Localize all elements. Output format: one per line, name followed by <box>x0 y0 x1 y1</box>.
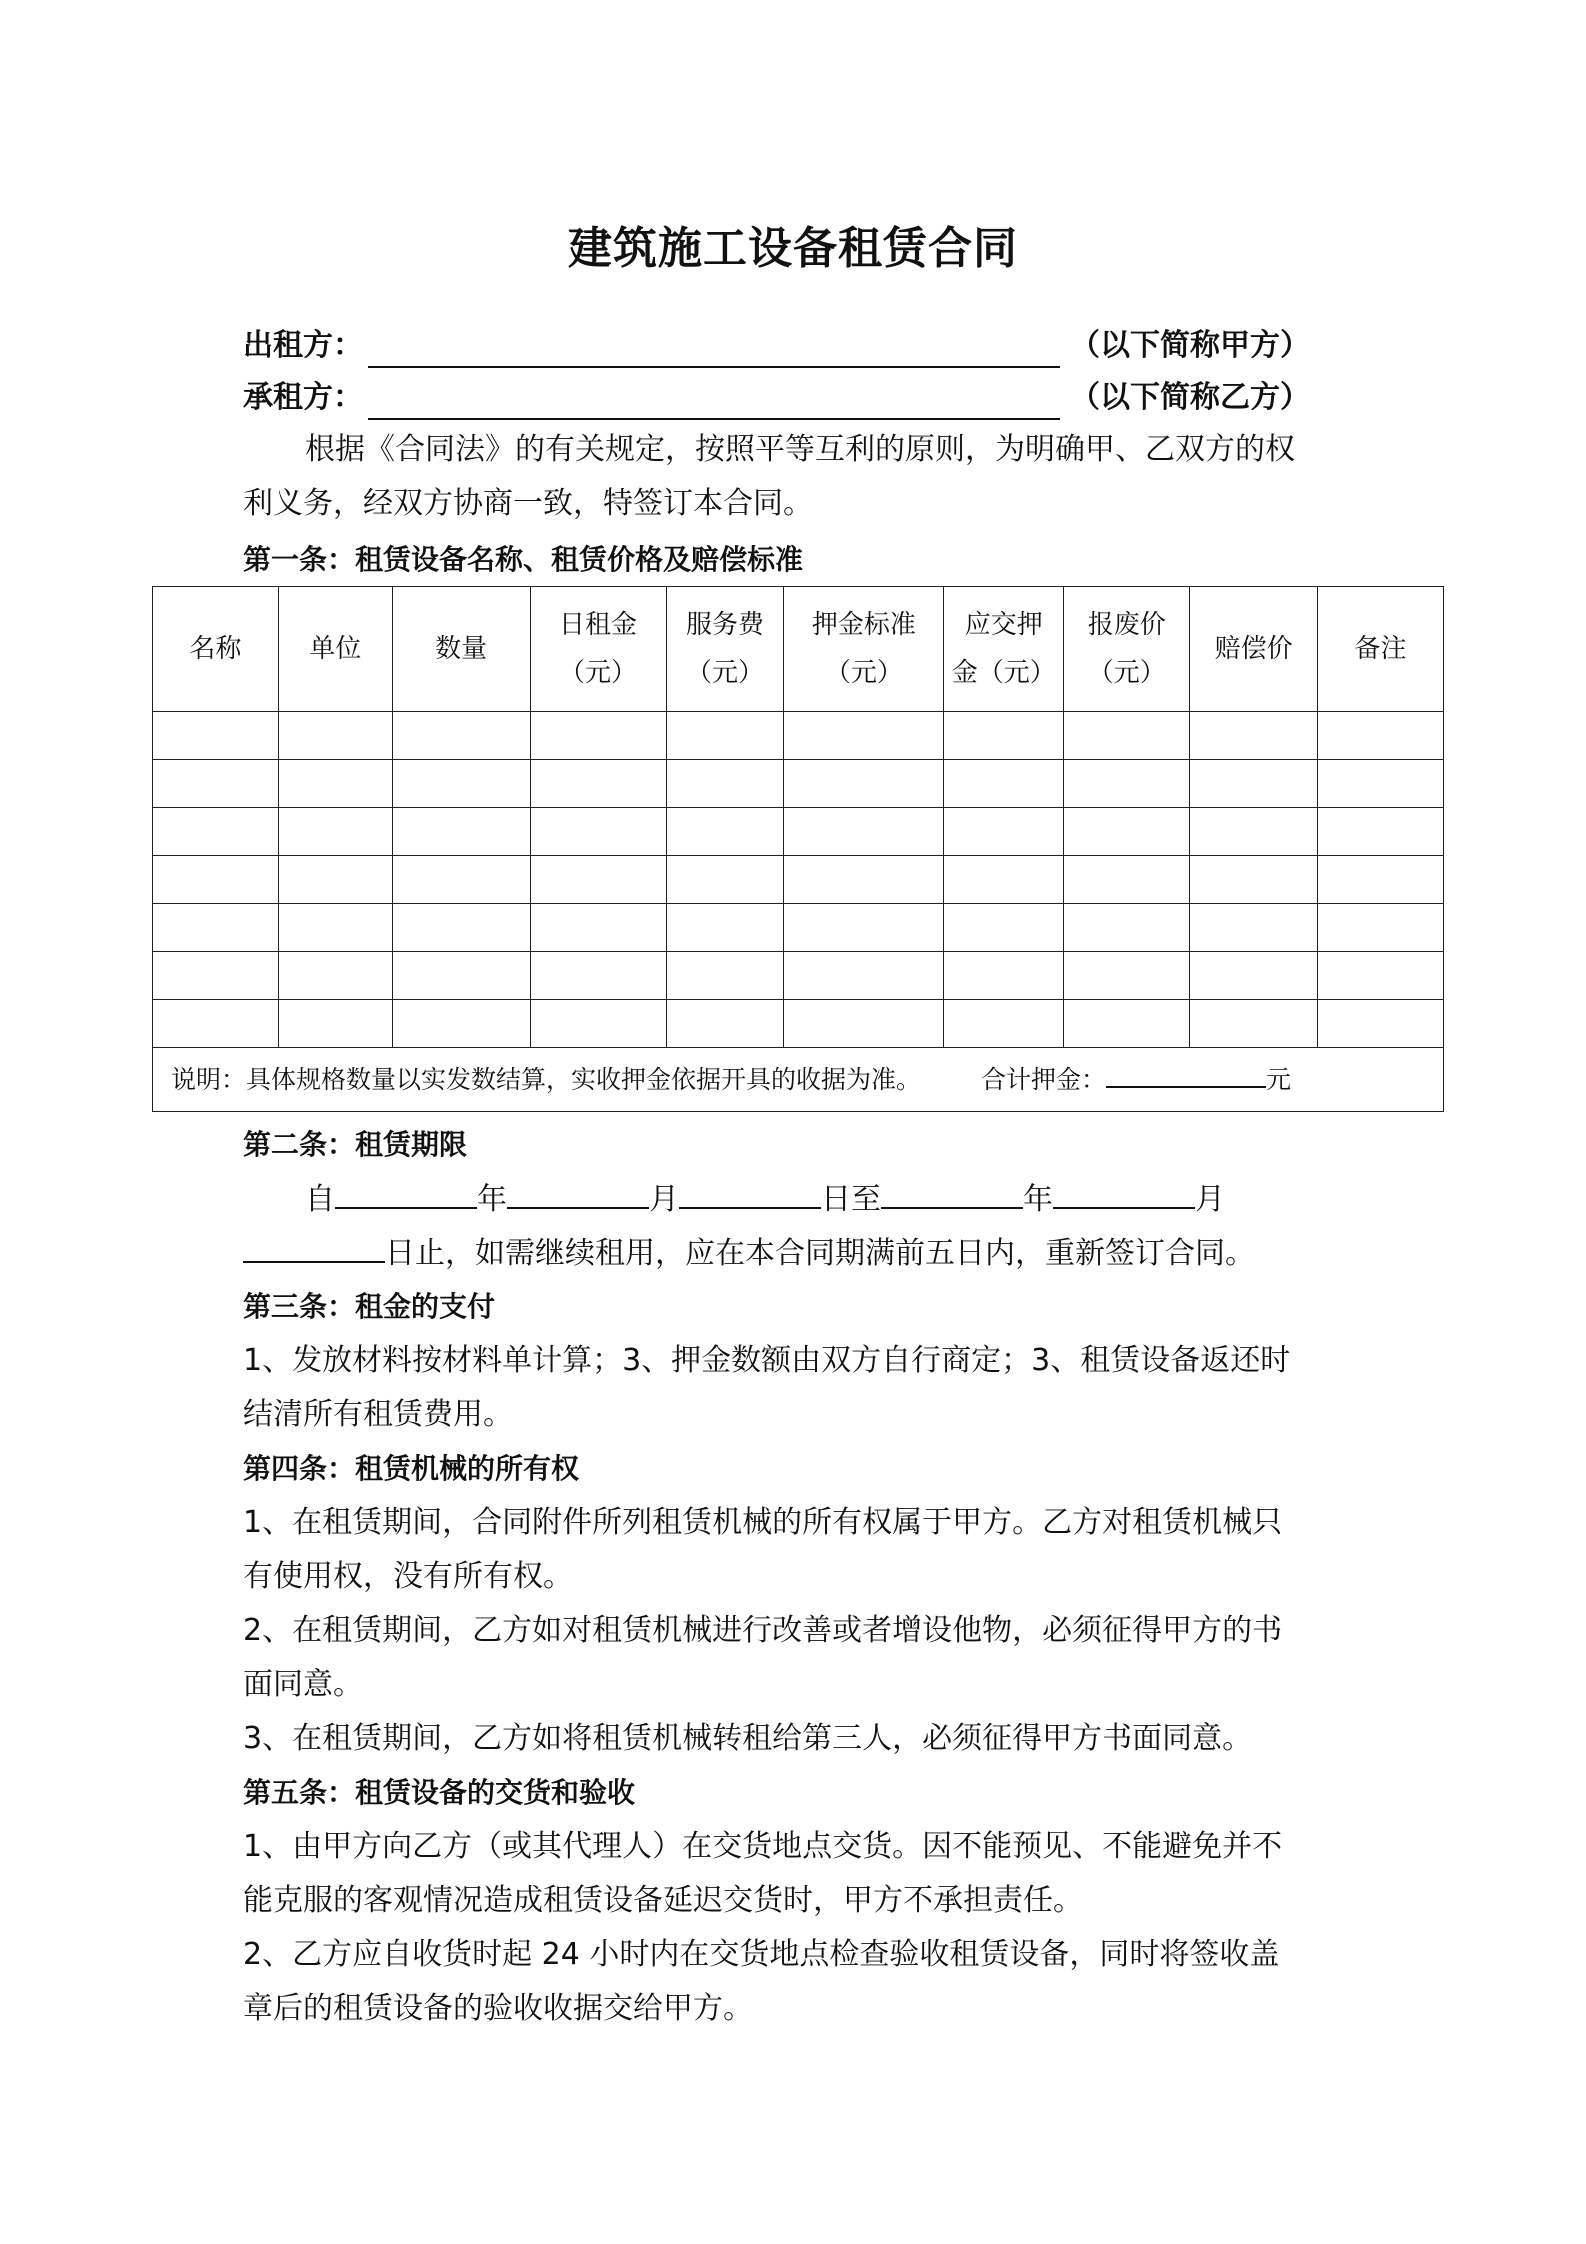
table-note-text: 说明：具体规格数量以实发数结算，实收押金依据开具的收据为准。 <box>171 1064 922 1094</box>
rental-equipment-table <box>152 586 1444 1112</box>
column-header-text: 金（元） <box>951 658 1056 688</box>
table-cell[interactable] <box>666 856 784 904</box>
table-header-row <box>153 587 1444 712</box>
table-cell[interactable] <box>784 760 944 808</box>
table-cell[interactable] <box>944 808 1064 856</box>
table-cell[interactable] <box>784 712 944 760</box>
term-line-1 <box>305 1179 1225 1220</box>
table-cell[interactable] <box>530 1000 666 1048</box>
column-header-text: （元） <box>1087 658 1166 688</box>
article3-line-1: 1、发放材料按材料单计算；3、押金数额由双方自行商定；3、租赁设备返还时 <box>243 1343 1291 1378</box>
table-cell[interactable] <box>666 712 784 760</box>
article4-p3-line-1: 3、在租赁期间，乙方如将租赁机械转租给第三人，必须征得甲方书面同意。 <box>243 1721 1253 1756</box>
term-end-month-label: 月 <box>1195 1182 1225 1217</box>
article4-p2-line-1: 2、在租赁期间，乙方如对租赁机械进行改善或者增设他物，必须征得甲方的书 <box>243 1613 1283 1648</box>
end-day-blank[interactable] <box>243 1233 385 1263</box>
lessor-label: 出租方： <box>243 328 363 363</box>
article3-heading: 第三条：租金的支付 <box>243 1290 496 1323</box>
table-cell[interactable] <box>1064 1000 1190 1048</box>
column-header-text: 服务费 <box>685 610 764 640</box>
table-cell[interactable] <box>1190 760 1318 808</box>
column-header <box>1318 587 1444 712</box>
table-cell[interactable] <box>1064 808 1190 856</box>
table-cell[interactable] <box>1318 760 1444 808</box>
table-cell[interactable] <box>392 712 530 760</box>
table-row <box>153 808 1444 856</box>
column-header <box>784 587 944 712</box>
end-month-blank[interactable] <box>1053 1179 1195 1209</box>
column-header-text: 押金标准 <box>811 610 916 640</box>
table-cell[interactable] <box>666 1000 784 1048</box>
column-header-text: 赔偿价 <box>1214 634 1293 664</box>
table-cell[interactable] <box>278 712 392 760</box>
table-cell[interactable] <box>392 904 530 952</box>
column-header <box>278 587 392 712</box>
table-cell[interactable] <box>1064 712 1190 760</box>
column-header-text: 报废价 <box>1087 610 1166 640</box>
table-cell[interactable] <box>153 712 279 760</box>
start-month-blank[interactable] <box>507 1179 649 1209</box>
column-header <box>1064 587 1190 712</box>
table-cell[interactable] <box>530 904 666 952</box>
table-cell[interactable] <box>530 808 666 856</box>
article5-p1-line-2: 能克服的客观情况造成租赁设备延迟交货时，甲方不承担责任。 <box>243 1883 1083 1918</box>
column-header <box>530 587 666 712</box>
column-header-text: （元） <box>559 658 638 688</box>
article4-p2-line-2: 面同意。 <box>243 1667 363 1702</box>
table-cell[interactable] <box>392 1000 530 1048</box>
table-cell[interactable] <box>1064 760 1190 808</box>
table-cell[interactable] <box>666 808 784 856</box>
table-cell[interactable] <box>784 904 944 952</box>
table-row <box>153 760 1444 808</box>
total-deposit-unit: 元 <box>1265 1064 1291 1094</box>
column-header-text: 备注 <box>1354 634 1407 664</box>
column-header <box>666 587 784 712</box>
table-note-cell <box>153 1048 1444 1112</box>
table-cell[interactable] <box>944 760 1064 808</box>
table-cell[interactable] <box>153 904 279 952</box>
table-cell[interactable] <box>278 760 392 808</box>
table-cell[interactable] <box>944 952 1064 1000</box>
table-cell[interactable] <box>944 1000 1064 1048</box>
column-header-text: 日租金 <box>559 610 638 640</box>
table-cell[interactable] <box>1318 856 1444 904</box>
table-cell[interactable] <box>530 856 666 904</box>
table-cell[interactable] <box>392 856 530 904</box>
table-body <box>153 712 1444 1048</box>
table-cell[interactable] <box>1064 856 1190 904</box>
table-cell[interactable] <box>278 1000 392 1048</box>
article3-line-2: 结清所有租赁费用。 <box>243 1397 513 1432</box>
table-row <box>153 1000 1444 1048</box>
table-cell[interactable] <box>784 1000 944 1048</box>
article5-p2-line-2: 章后的租赁设备的验收收据交给甲方。 <box>243 1991 753 2026</box>
table-cell[interactable] <box>944 712 1064 760</box>
table-cell[interactable] <box>278 808 392 856</box>
total-deposit-blank[interactable] <box>1106 1062 1266 1088</box>
table-cell[interactable] <box>1190 1000 1318 1048</box>
table-cell[interactable] <box>278 904 392 952</box>
table-cell[interactable] <box>666 760 784 808</box>
document-title: 建筑施工设备租赁合同 <box>568 223 1018 274</box>
start-day-blank[interactable] <box>679 1179 821 1209</box>
term-month-label: 月 <box>649 1182 679 1217</box>
table-note-row <box>153 1048 1444 1112</box>
term-rest: 日止，如需继续租用，应在本合同期满前五日内，重新签订合同。 <box>385 1236 1255 1271</box>
table-cell[interactable] <box>666 904 784 952</box>
table-cell[interactable] <box>1318 808 1444 856</box>
table-cell[interactable] <box>530 712 666 760</box>
table-cell[interactable] <box>784 856 944 904</box>
column-header-text: 数量 <box>435 634 488 664</box>
table-cell[interactable] <box>392 760 530 808</box>
table-cell[interactable] <box>1190 952 1318 1000</box>
article5-p2-line-1: 2、乙方应自收货时起 24 小时内在交货地点检查验收租赁设备，同时将签收盖 <box>243 1937 1280 1972</box>
article5-p1-line-1: 1、由甲方向乙方（或其代理人）在交货地点交货。因不能预见、不能避免并不 <box>243 1829 1283 1864</box>
column-header <box>1190 587 1318 712</box>
table-cell[interactable] <box>153 952 279 1000</box>
table-cell[interactable] <box>1190 712 1318 760</box>
column-header-text: （元） <box>824 658 903 688</box>
table-cell[interactable] <box>1190 808 1318 856</box>
total-deposit-label: 合计押金： <box>980 1064 1106 1094</box>
article4-p1-line-2: 有使用权，没有所有权。 <box>243 1559 573 1594</box>
column-header-text: 应交押 <box>964 610 1043 640</box>
lessee-label: 承租方： <box>243 380 363 415</box>
column-header-text: （元） <box>685 658 764 688</box>
table-cell[interactable] <box>392 808 530 856</box>
table-cell[interactable] <box>1064 952 1190 1000</box>
column-header-text: 单位 <box>309 634 362 664</box>
table-cell[interactable] <box>1064 904 1190 952</box>
table-cell[interactable] <box>1318 1000 1444 1048</box>
table-cell[interactable] <box>392 952 530 1000</box>
table-cell[interactable] <box>530 760 666 808</box>
term-day-to-label: 日至 <box>821 1182 881 1217</box>
table-row <box>153 952 1444 1000</box>
table-cell[interactable] <box>944 904 1064 952</box>
lessee-name-blank[interactable] <box>368 416 1060 420</box>
table-cell[interactable] <box>153 760 279 808</box>
table-cell[interactable] <box>153 856 279 904</box>
table-row <box>153 712 1444 760</box>
table-cell[interactable] <box>153 808 279 856</box>
article2-heading: 第二条：租赁期限 <box>243 1128 468 1161</box>
table-cell[interactable] <box>666 952 784 1000</box>
lessee-suffix: （以下简称乙方） <box>1070 380 1310 415</box>
table-cell[interactable] <box>278 856 392 904</box>
lessor-name-blank[interactable] <box>368 364 1060 368</box>
term-year-label: 年 <box>477 1182 507 1217</box>
table-row <box>153 856 1444 904</box>
table-cell[interactable] <box>944 856 1064 904</box>
column-header <box>944 587 1064 712</box>
table-cell[interactable] <box>1318 904 1444 952</box>
term-end-year-label: 年 <box>1023 1182 1053 1217</box>
term-from: 自 <box>305 1182 335 1217</box>
table-cell[interactable] <box>1318 952 1444 1000</box>
table-cell[interactable] <box>530 952 666 1000</box>
table-cell[interactable] <box>1318 712 1444 760</box>
table-row <box>153 904 1444 952</box>
article4-heading: 第四条：租赁机械的所有权 <box>243 1452 580 1485</box>
end-year-blank[interactable] <box>881 1179 1023 1209</box>
term-line-2 <box>243 1233 1255 1274</box>
article4-p1-line-1: 1、在租赁期间，合同附件所列租赁机械的所有权属于甲方。乙方对租赁机械只 <box>243 1505 1283 1540</box>
column-header-text: 名称 <box>189 634 242 664</box>
column-header <box>392 587 530 712</box>
table-cell[interactable] <box>1190 856 1318 904</box>
table-cell[interactable] <box>784 808 944 856</box>
article1-heading: 第一条：租赁设备名称、租赁价格及赔偿标准 <box>243 543 804 576</box>
table-cell[interactable] <box>1190 904 1318 952</box>
lessor-suffix: （以下简称甲方） <box>1070 328 1310 363</box>
table-cell[interactable] <box>153 1000 279 1048</box>
table-cell[interactable] <box>278 952 392 1000</box>
table-cell[interactable] <box>784 952 944 1000</box>
intro-line-1: 根据《合同法》的有关规定，按照平等互利的原则，为明确甲、乙双方的权 <box>305 432 1295 467</box>
intro-line-2: 利义务，经双方协商一致，特签订本合同。 <box>243 486 813 521</box>
column-header <box>153 587 279 712</box>
start-year-blank[interactable] <box>335 1179 477 1209</box>
article5-heading: 第五条：租赁设备的交货和验收 <box>243 1776 636 1809</box>
